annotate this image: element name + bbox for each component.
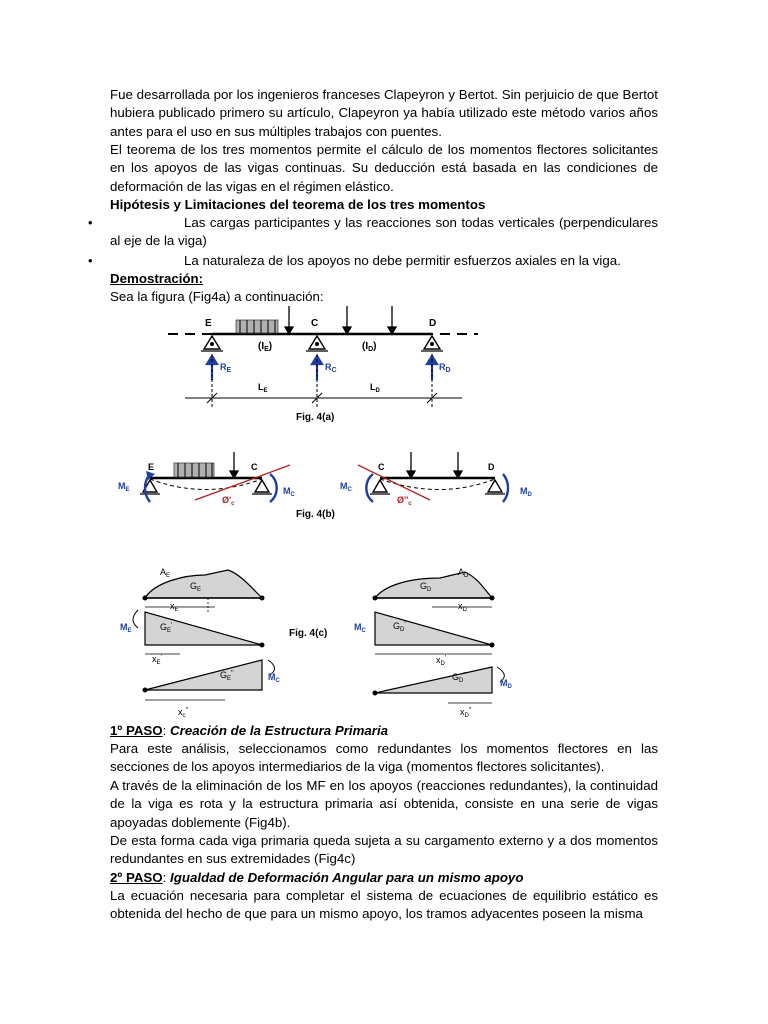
- distance-label-xD: $x_D$: [458, 601, 467, 613]
- reaction-label-C: $R_C$: [325, 362, 337, 374]
- moment-triangle-MC: [145, 660, 262, 690]
- moment-label-MC: $M_C$: [268, 672, 280, 684]
- rotation-label-left: $Ø'_c$: [222, 495, 235, 507]
- step1-separator: :: [162, 723, 171, 738]
- hypotheses-heading: Hipótesis y Limitaciones del teorema de los tres momentos: [110, 197, 486, 212]
- centroid-label-GE-prime: $G_E'$: [160, 622, 173, 634]
- inertia-E: $(I_E)$: [258, 341, 273, 353]
- moment-label-ME: $M_E$: [118, 481, 130, 493]
- moment-triangle-MD: [375, 667, 492, 693]
- step2-title: Igualdad de Deformación Angular para un mismo apoyo: [170, 870, 524, 885]
- distance-label-xD-dprime: $x_D''$: [460, 707, 472, 719]
- rotation-label-right: $Ø''_c$: [397, 495, 412, 507]
- span-label-D: $L_D$: [370, 382, 380, 394]
- bullet-item-text: Las cargas participantes y las reacciones son todas verticales (perpendiculares al eje de la viga): [110, 215, 658, 249]
- centroid-label-GD: $G_D$: [420, 581, 432, 593]
- label-E: E: [148, 462, 155, 472]
- support-label-D: D: [429, 318, 437, 329]
- fig-4c-caption: Fig. 4(c): [289, 628, 328, 639]
- step1-label: 1º PASO: [110, 723, 163, 738]
- bullet-item-text: La naturaleza de los apoyos no debe permitir esfuerzos axiales en la viga.: [184, 253, 621, 268]
- moment-label-MC: $M_C$: [354, 622, 366, 634]
- label-C: C: [251, 462, 258, 472]
- distance-label-xc-dprime: $x_c''$: [178, 707, 189, 719]
- distance-label-xE: $x_E$: [170, 601, 179, 613]
- distance-label-xD-prime: $x_D'$: [436, 655, 447, 667]
- step2-heading: [110, 869, 658, 887]
- step1-paragraph-3: De esta forma cada viga primaria queda sujeta a su cargamento externo y a dos momentos redundantes en sus extremidades (Fig4c): [110, 833, 658, 867]
- step1-title: Creación de la Estructura Primaria: [170, 723, 389, 738]
- area-label-AD: $A_D$: [458, 567, 469, 579]
- inertia-D: $(I_D)$: [362, 341, 377, 353]
- step2-paragraph: La ecuación necesaria para completar el sistema de ecuaciones de equilibrio estático es obtenida del hecho de que para un mismo apoyo, los tramos adyacentes poseen la misma: [110, 888, 658, 922]
- step1-paragraph-1: Para este análisis, seleccionamos como redundantes los momentos flectores en las secciones de los apoyos intermediarios de la viga (momentos flectores solicitantes).: [110, 741, 658, 775]
- support-label-C: C: [311, 318, 319, 329]
- demo-heading: Demostración:: [110, 271, 204, 286]
- reaction-label-E: $R_E$: [220, 362, 232, 374]
- intro-paragraph: Fue desarrollada por los ingenieros franceses Clapeyron y Bertot. Sin perjuicio de que Bertot hubiera publicado primero su artículo, Clapeyron ya había utilizado este método varios años antes para el uso en sus múltiples trabajos con puentes.: [110, 87, 658, 139]
- fig-4a-caption: Fig. 4(a): [296, 412, 335, 423]
- step2-label: 2º PASO: [110, 870, 163, 885]
- step1-paragraph-2: A través de la eliminación de los MF en los apoyos (reacciones redundantes), la continuidad de la viga es rota y la estructura primaria así obtenida, consiste en una serie de vigas apoyadas doblemente (Fig4b).: [110, 778, 658, 830]
- centroid-label-GD-dprime: $G_D''$: [452, 672, 467, 684]
- span-label-E: $L_E$: [258, 382, 268, 394]
- moment-label-MC: $M_C$: [283, 486, 295, 498]
- moment-label-MD: $M_D$: [520, 486, 532, 498]
- distance-label-xE-prime: $x_E'$: [152, 654, 162, 666]
- bullet-marker: •: [88, 215, 93, 230]
- centroid-label-GE: $G_E$: [190, 581, 202, 593]
- moment-area-AD: [375, 572, 492, 598]
- label-D: D: [488, 462, 495, 472]
- step2-separator: :: [162, 870, 171, 885]
- moment-label-ME: $M_E$: [120, 622, 132, 634]
- label-C: C: [378, 462, 385, 472]
- reaction-label-D: $R_D$: [439, 362, 451, 374]
- moment-label-MD: $M_D$: [500, 678, 512, 690]
- support-label-E: E: [205, 318, 212, 329]
- area-label-AE: $A_E$: [160, 567, 171, 579]
- bullet-marker: •: [88, 253, 93, 268]
- fig-4b-caption: Fig. 4(b): [296, 509, 335, 520]
- step1-heading: [110, 722, 658, 740]
- moment-label-MC: $M_C$: [340, 481, 352, 493]
- theorem-paragraph: El teorema de los tres momentos permite el cálculo de los momentos flectores solicitantes en los apoyos de las vigas continuas. Su deducción está basada en las condiciones de deformación de las vigas en el régimen elástico.: [110, 142, 658, 194]
- centroid-label-GD-prime: $G_D'$: [393, 621, 406, 633]
- centroid-label-GE-dprime: $G_E''$: [220, 670, 234, 682]
- demo-text: Sea la figura (Fig4a) a continuación:: [110, 289, 324, 304]
